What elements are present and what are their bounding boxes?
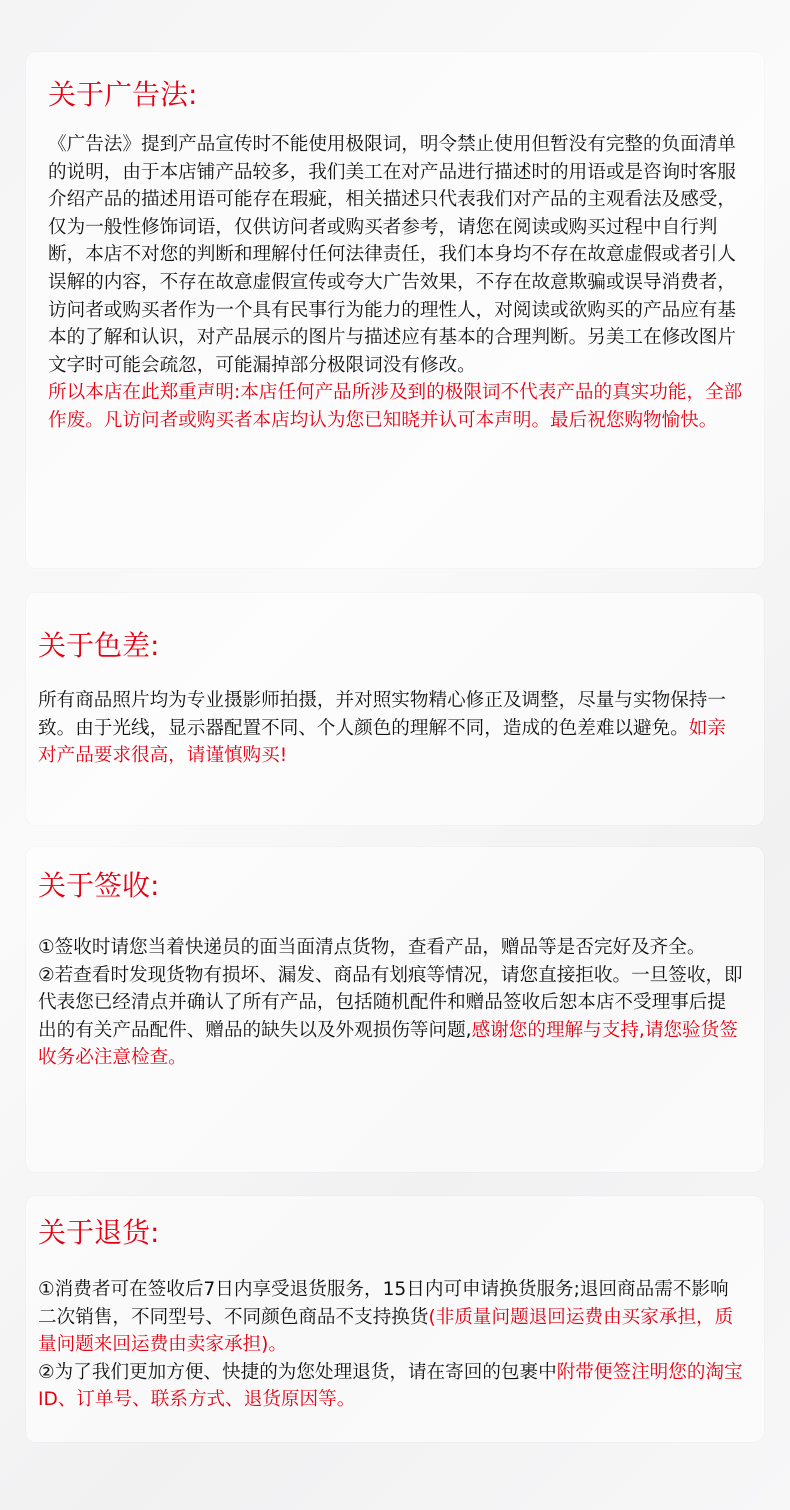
returns-title: 关于退货: <box>38 1216 160 1249</box>
ad-law-declaration: 所以本店在此郑重声明:本店任何产品所涉及到的极限词不代表产品的真实功能，全部作废。凡访问者或购买者本店均认为您已知晓并认可本声明。最后祝您购物愉快。 <box>48 382 743 431</box>
signing-card <box>26 847 764 1172</box>
signing-body <box>38 934 744 1072</box>
color-diff-title: 关于色差: <box>38 629 160 662</box>
returns-item-2-note: 附带便签注明您的淘宝ID、订单号、联系方式、退货原因等。 <box>38 1361 743 1411</box>
returns-shipping-note: (非质量问题退回运费由买家承担，质量问题来回运费由卖家承担)。 <box>38 1306 734 1356</box>
ad-law-text: 《广告法》提到产品宣传时不能使用极限词，明令禁止使用但暂没有完整的负面清单的说明，由于本店铺产品较多，我们美工在对产品进行描述时的用语或是咨询时客服介绍产品的描述用语可能存在瑕疵，相关描述只代表我们对产品的主观看法及感受，仅为一般性修饰词语，仅供访问者或购买者参考，请您在阅读或购买过程中自行判断，本店不对您的判断和理解付任何法律责任，我们本身均不存在故意虚假或者引人误解的内容，不存在故意虚假宣传或夸大广告效果，不存在故意欺骗或误导消费者，访问者或购买者作为一个具有民事行为能力的理性人，对阅读或欲购买的产品应有基本的了解和认识，对产品展示的图片与描述应有基本的合理判断。另美工在修改图片文字时可能会疏忽，可能漏掉部分极限词没有修改。 <box>48 134 736 376</box>
returns-card <box>26 1196 764 1442</box>
color-diff-text: 所有商品照片均为专业摄影师拍摄，并对照实物精心修正及调整，尽量与实物保持一致。由于光线，显示器配置不同、个人颜色的理解不同，造成的色差难以避免。 <box>38 690 726 739</box>
color-diff-card <box>26 593 764 825</box>
returns-item-2 <box>38 1359 744 1414</box>
signing-item-2-note: 感谢您的理解与支持,请您验货签收务必注意检查。 <box>38 1019 738 1069</box>
signing-item-2 <box>38 962 744 1072</box>
ad-law-title: 关于广告法: <box>48 78 198 111</box>
returns-body <box>38 1276 744 1414</box>
returns-item-2-text: ②为了我们更加方便、快捷的为您处理退货，请在寄回的包裹中 <box>38 1361 557 1383</box>
color-diff-body <box>38 687 744 770</box>
color-diff-warning: 如亲对产品要求很高，请谨慎购买! <box>38 717 726 767</box>
ad-law-body <box>48 131 748 435</box>
signing-item-2-text: ②若查看时发现货物有损坏、漏发、商品有划痕等情况，请您直接拒收。一旦签收，即代表您已经清点并确认了所有产品，包括随机配件和赠品签收后恕本店不受理事后提出的有关产品配件、赠品的缺失以及外观损伤等问题, <box>38 964 743 1041</box>
ad-law-card <box>26 52 764 568</box>
signing-title: 关于签收: <box>38 869 160 902</box>
returns-item-1-text: ①消费者可在签收后7日内享受退货服务，15日内可申请换货服务;退回商品需不影响二次销售，不同型号、不同颜色商品不支持换货 <box>38 1279 729 1328</box>
returns-item-1 <box>38 1276 744 1359</box>
signing-item-1: ①签收时请您当着快递员的面当面清点货物，查看产品，赠品等是否完好及齐全。 <box>38 937 706 958</box>
